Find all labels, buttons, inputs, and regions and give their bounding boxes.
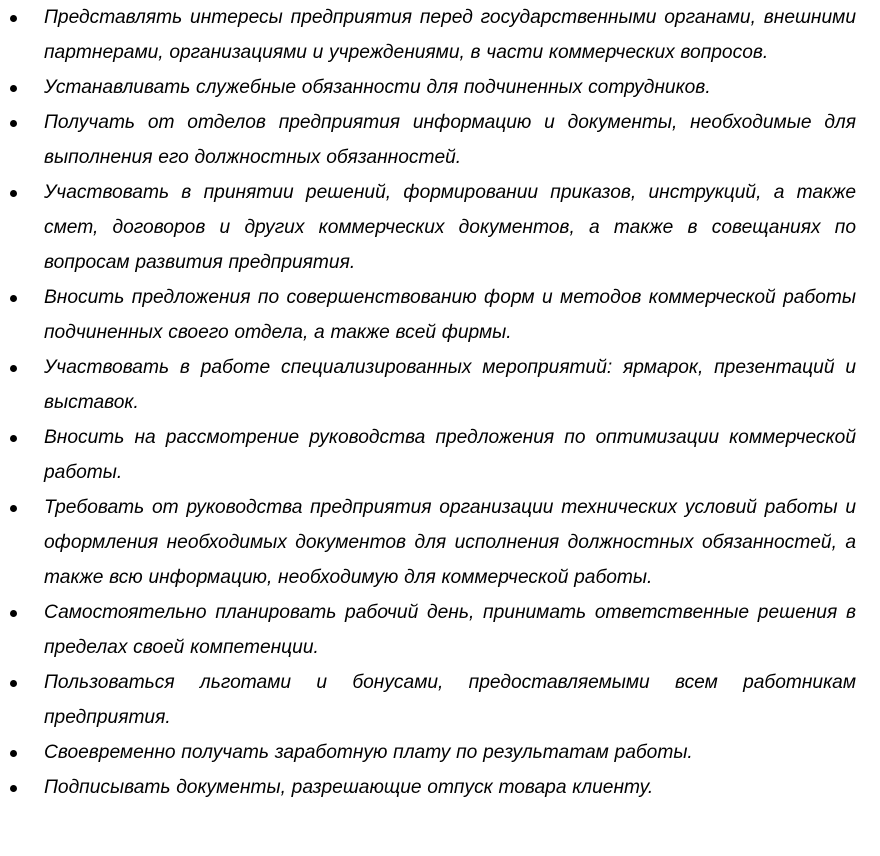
bullet-icon [10,15,17,22]
bullet-icon [10,435,17,442]
list-item [0,280,856,350]
list-item [0,770,856,805]
list-item [0,105,856,175]
list-item-text: Требовать от руководства предприятия организации технических условий работы и оформления необходимых документов для исполнения должностных обязанностей, а также всю информацию, необходимую для коммерческой работы. [44,497,856,588]
list-item [0,0,856,70]
list-item-text: Подписывать документы, разрешающие отпуск товара клиенту. [44,777,654,798]
list-item-text: Пользоваться льготами и бонусами, предоставляемыми всем работникам предприятия. [44,672,856,728]
bullet-icon [10,120,17,127]
bullet-icon [10,610,17,617]
list-item [0,420,856,490]
bullet-icon [10,190,17,197]
list-item-text: Своевременно получать заработную плату по результатам работы. [44,742,693,763]
list-item-text: Самостоятельно планировать рабочий день, принимать ответственные решения в пределах своей компетенции. [44,602,856,658]
bullet-icon [10,680,17,687]
list-item [0,735,856,770]
bullet-icon [10,505,17,512]
list-item-text: Участвовать в работе специализированных мероприятий: ярмарок, презентаций и выставок. [44,357,856,413]
bullet-icon [10,750,17,757]
list-item [0,175,856,280]
list-item [0,490,856,595]
list-item-text: Вносить предложения по совершенствованию форм и методов коммерческой работы подчиненных своего отдела, а также всей фирмы. [44,287,856,343]
bullet-icon [10,365,17,372]
list-item-text: Участвовать в принятии решений, формировании приказов, инструкций, а также смет, договоров и других коммерческих документов, а также в совещаниях по вопросам развития предприятия. [44,182,856,273]
list-item [0,595,856,665]
bullet-icon [10,295,17,302]
list-item-text: Получать от отделов предприятия информацию и документы, необходимые для выполнения его должностных обязанностей. [44,112,856,168]
bullet-icon [10,785,17,792]
list-item [0,665,856,735]
list-item-text: Вносить на рассмотрение руководства предложения по оптимизации коммерческой работы. [44,427,856,483]
list-item [0,70,856,105]
bullet-icon [10,85,17,92]
list-item-text: Устанавливать служебные обязанности для подчиненных сотрудников. [44,77,711,98]
list-item-text: Представлять интересы предприятия перед государственными органами, внешними партнерами, организациями и учреждениями, в части коммерческих вопросов. [44,7,856,63]
list-item [0,350,856,420]
